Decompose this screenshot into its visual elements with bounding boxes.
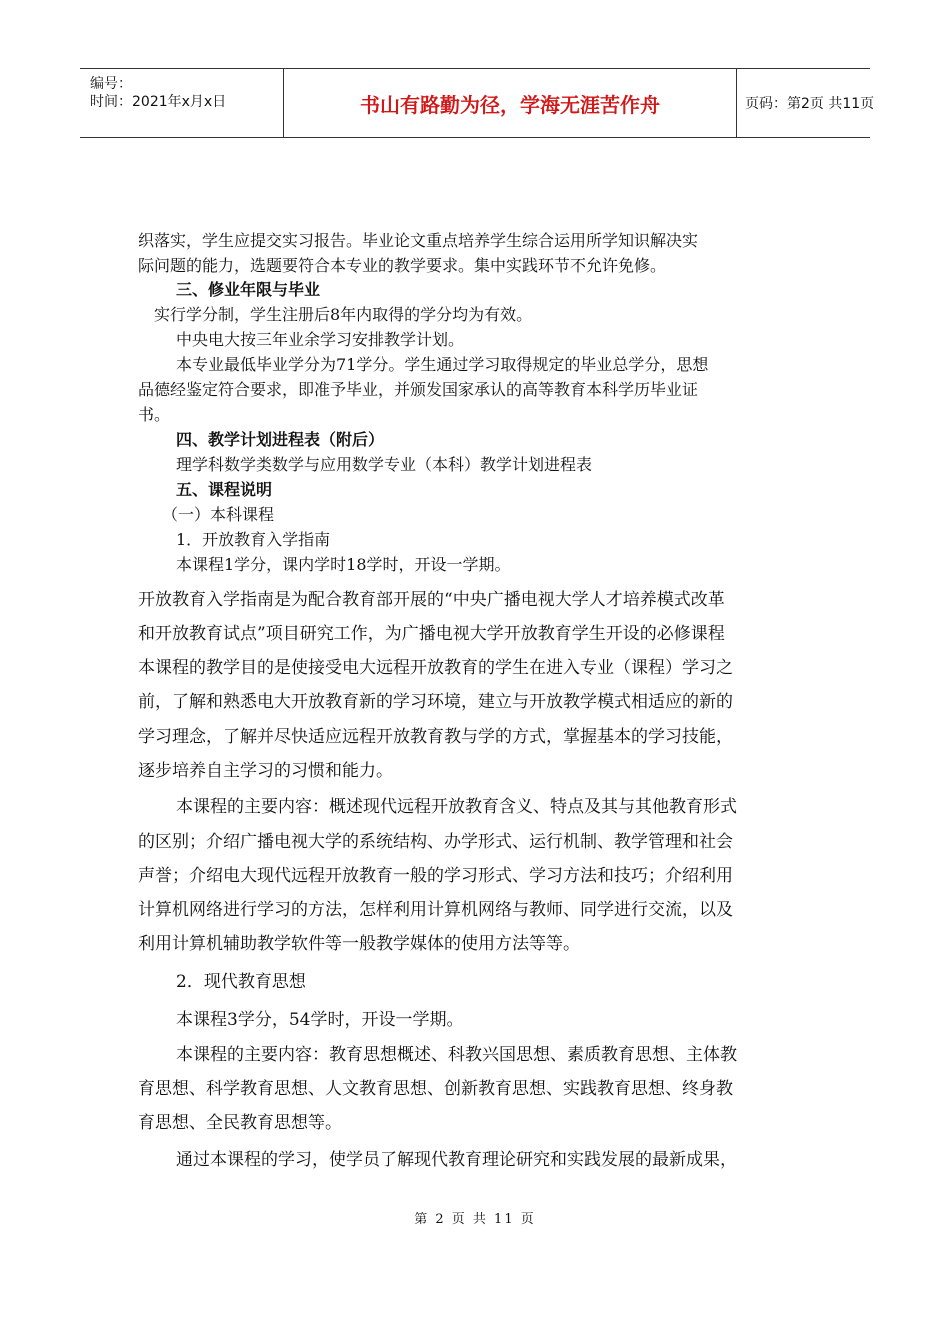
section-heading: 五、课程说明 bbox=[176, 480, 273, 499]
number-label: 编号： bbox=[90, 76, 132, 92]
body-line: 计算机网络进行学习的方法，怎样利用计算机网络与教师、同学进行交流，以及 bbox=[138, 900, 733, 920]
body-line: 织落实，学生应提交实习报告。毕业论文重点培养学生综合运用所学知识解决实 bbox=[138, 231, 699, 250]
body-line: 本课程的主要内容：教育思想概述、科教兴国思想、素质教育思想、主体教 bbox=[176, 1045, 737, 1065]
body-line: 的区别；介绍广播电视大学的系统结构、办学形式、运行机制、教学管理和社会 bbox=[138, 832, 733, 852]
body-line: 理学科数学类数学与应用数学专业（本科）教学计划进程表 bbox=[176, 455, 593, 474]
body-line: 品德经鉴定符合要求，即准予毕业，并颁发国家承认的高等教育本科学历毕业证 bbox=[138, 380, 699, 399]
body-line: 中央电大按三年业余学习安排教学计划。 bbox=[176, 330, 465, 349]
body-line: 本课程的主要内容：概述现代远程开放教育含义、特点及其与其他教育形式 bbox=[176, 797, 737, 817]
body-line: 本课程的教学目的是使接受电大远程开放教育的学生在进入专业（课程）学习之 bbox=[138, 658, 733, 678]
body-line: 书。 bbox=[138, 405, 171, 424]
section-heading: 三、修业年限与毕业 bbox=[176, 280, 321, 299]
body-line: 育思想、科学教育思想、人文教育思想、创新教育思想、实践教育思想、终身教 bbox=[138, 1079, 733, 1099]
body-line: 学习理念，了解并尽快适应远程开放教育教与学的方式，掌握基本的学习技能， bbox=[138, 727, 733, 747]
body-line: 育思想、全民教育思想等。 bbox=[138, 1113, 342, 1133]
body-line: 和开放教育试点”项目研究工作，为广播电视大学开放教育学生开设的必修课程 bbox=[138, 624, 725, 644]
body-line: 本专业最低毕业学分为71学分。学生通过学习取得规定的毕业总学分，思想 bbox=[176, 355, 709, 374]
header-page-info: 页码：第2页 共11页 bbox=[745, 96, 875, 112]
time-label: 时间：2021年x月x日 bbox=[90, 94, 227, 110]
header-meta bbox=[80, 69, 283, 137]
body-line: 际问题的能力，选题要符合本专业的教学要求。集中实践环节不允许免修。 bbox=[138, 256, 667, 275]
body-line: 逐步培养自主学习的习惯和能力。 bbox=[138, 761, 393, 781]
body-line: 本课程1学分，课内学时18学时，开设一学期。 bbox=[176, 555, 511, 574]
body-line: 利用计算机辅助教学软件等一般教学媒体的使用方法等等。 bbox=[138, 934, 580, 954]
section-heading: 四、教学计划进程表（附后） bbox=[176, 430, 385, 449]
page-footer: 第 2 页 共 11 页 bbox=[414, 1212, 536, 1227]
body-line: 本课程3学分，54学时，开设一学期。 bbox=[176, 1010, 464, 1030]
body-line: 实行学分制，学生注册后8年内取得的学分均为有效。 bbox=[154, 305, 533, 324]
subsection-heading: （一）本科课程 bbox=[162, 505, 275, 524]
body-line: 声誉；介绍电大现代远程开放教育一般的学习形式、学习方法和技巧；介绍利用 bbox=[138, 866, 733, 886]
course-heading: 1．开放教育入学指南 bbox=[176, 530, 331, 549]
body-line: 开放教育入学指南是为配合教育部开展的“中央广播电视大学人才培养模式改革 bbox=[138, 590, 725, 610]
course-heading: 2．现代教育思想 bbox=[176, 972, 306, 992]
page-header bbox=[80, 68, 875, 138]
body-line: 通过本课程的学习，使学员了解现代教育理论研究和实践发展的最新成果， bbox=[176, 1150, 737, 1170]
header-motto: 书山有路勤为径，学海无涯苦作舟 bbox=[360, 92, 660, 117]
body-line: 前，了解和熟悉电大开放教育新的学习环境，建立与开放教学模式相适应的新的 bbox=[138, 692, 733, 712]
